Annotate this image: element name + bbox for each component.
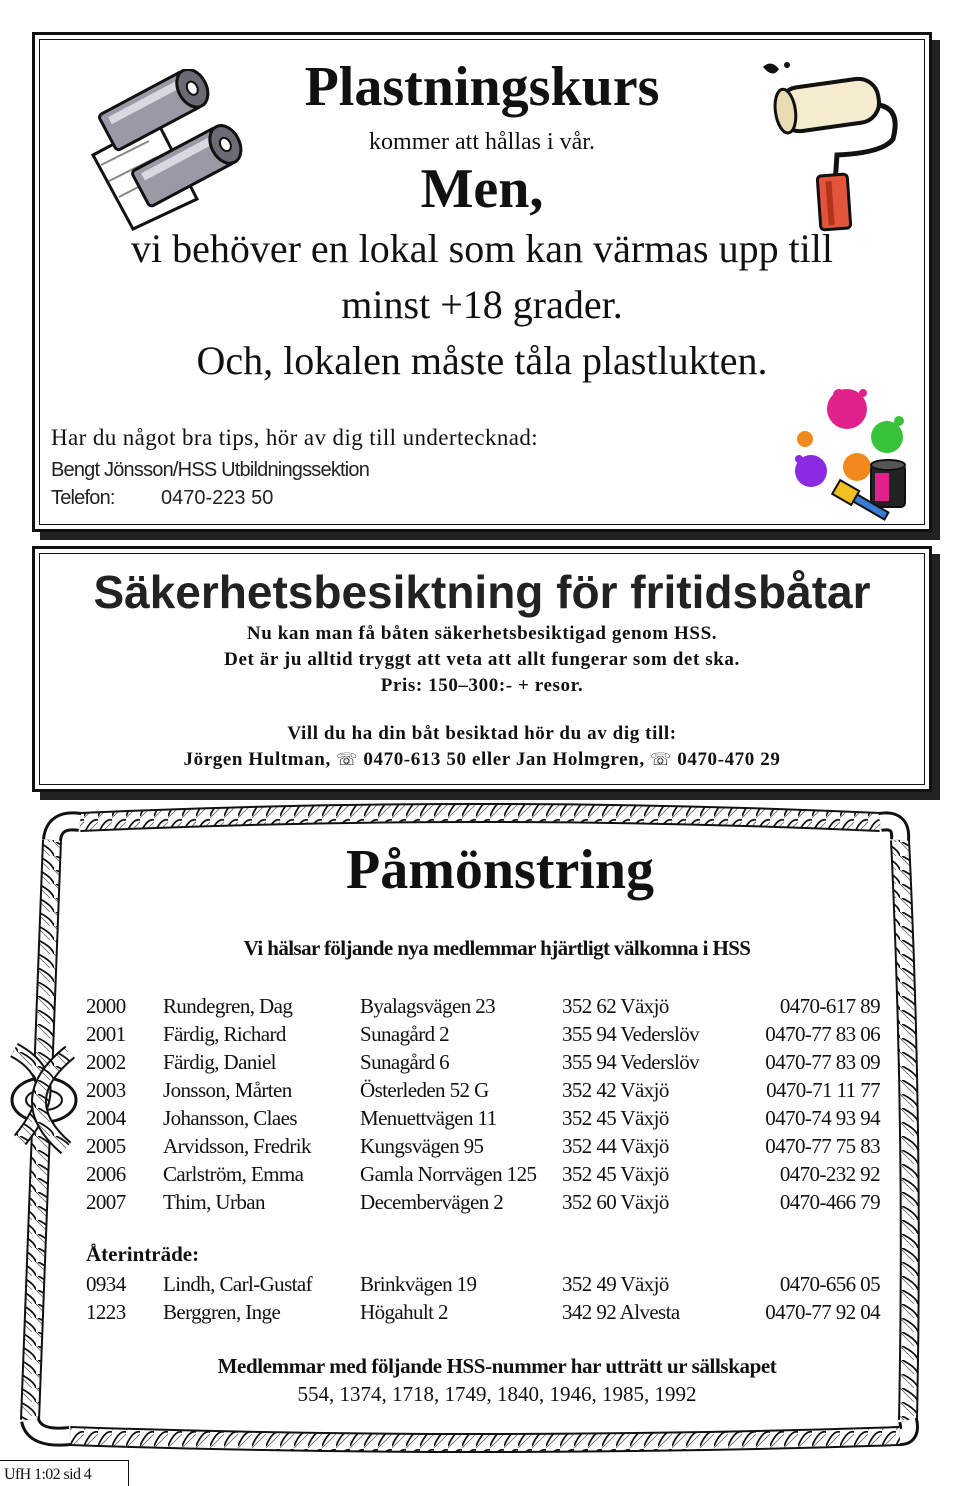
reentry-title: Återinträde: [86, 1242, 200, 1266]
member-name: Färdig, Daniel [163, 1050, 276, 1074]
member-phone: 0470-466 79 [779, 1190, 880, 1214]
member-phone: 0470-77 92 04 [765, 1300, 880, 1324]
member-city: 355 94 Vederslöv [562, 1022, 700, 1046]
inspection-box [32, 546, 932, 792]
member-address: Menuettvägen 11 [360, 1106, 497, 1130]
course-line-1: vi behöver en lokal som kan värmas upp till [130, 226, 834, 271]
member-phone: 0470-71 11 77 [766, 1078, 880, 1102]
member-name: Rundegren, Dag [163, 994, 293, 1018]
member-city: 352 44 Växjö [562, 1134, 669, 1158]
member-number: 2003 [86, 1078, 126, 1102]
member-number: 2004 [86, 1106, 126, 1130]
member-name: Thim, Urban [163, 1190, 265, 1214]
resigned-title: Medlemmar med följande HSS-nummer har utträtt ur sällskapet [217, 1354, 777, 1378]
member-row [86, 1162, 880, 1190]
page-footer: UfH 1:02 sid 4 [4, 1466, 92, 1483]
member-city: 352 60 Växjö [562, 1190, 669, 1214]
member-address: Gamla Norrvägen 125 [360, 1162, 537, 1186]
member-row [86, 1134, 880, 1162]
member-phone: 0470-656 05 [779, 1272, 880, 1296]
course-men-heading: Men, [420, 158, 544, 220]
member-city: 352 42 Växjö [562, 1078, 669, 1102]
member-address: Kungsvägen 95 [360, 1134, 484, 1158]
member-address: Byalagsvägen 23 [360, 994, 496, 1018]
course-contact: Bengt Jönsson/HSS Utbildningssektion [51, 459, 370, 481]
member-row [86, 1106, 880, 1134]
member-number: 2002 [86, 1050, 126, 1074]
member-city: 352 45 Växjö [562, 1106, 669, 1130]
contact-1-phone: 0470-613 50 [363, 749, 467, 770]
members-title: Påmönstring [346, 839, 654, 901]
member-name: Johansson, Claes [163, 1106, 297, 1130]
member-phone: 0470-617 89 [779, 994, 880, 1018]
inspection-title: Säkerhetsbesiktning för fritidsbåtar [93, 566, 871, 618]
member-row [86, 1190, 880, 1218]
member-city: 342 92 Alvesta [562, 1300, 680, 1324]
contact-2-name: Jan Holmgren, [515, 749, 645, 770]
footer-divider [128, 1460, 129, 1486]
member-row [86, 1272, 880, 1300]
member-phone: 0470-74 93 94 [765, 1106, 880, 1130]
course-subtitle: kommer att hållas i vår. [369, 129, 595, 155]
member-number: 2005 [86, 1134, 126, 1158]
member-name: Carlström, Emma [163, 1162, 304, 1186]
member-phone: 0470-77 83 09 [765, 1050, 880, 1074]
inspection-contact-intro: Vill du ha din båt besiktad hör du av dig till: [287, 723, 677, 744]
member-name: Färdig, Richard [163, 1022, 286, 1046]
member-name: Arvidsson, Fredrik [163, 1134, 311, 1158]
member-phone: 0470-77 75 83 [765, 1134, 880, 1158]
member-name: Berggren, Inge [163, 1300, 281, 1324]
member-city: 355 94 Vederslöv [562, 1050, 700, 1074]
member-row [86, 1078, 880, 1106]
member-name: Lindh, Carl-Gustaf [163, 1272, 312, 1296]
contact-separator: eller [471, 749, 511, 770]
course-phone-label: Telefon: [51, 487, 115, 509]
member-number: 0934 [86, 1272, 126, 1296]
member-name: Jonsson, Mårten [163, 1078, 292, 1102]
telephone-icon: ☏ [336, 750, 359, 770]
telephone-icon: ☏ [650, 750, 672, 770]
inspection-price: Pris: 150–300:- + resor. [380, 675, 584, 696]
member-address: Sunagård 2 [360, 1022, 450, 1046]
member-number: 1223 [86, 1300, 126, 1324]
member-number: 2007 [86, 1190, 126, 1214]
member-address: Sunagård 6 [360, 1050, 450, 1074]
member-row [86, 994, 880, 1022]
member-phone: 0470-77 83 06 [765, 1022, 880, 1046]
course-line-2: minst +18 grader. [341, 282, 623, 327]
member-number: 2001 [86, 1022, 126, 1046]
inspection-contacts [35, 749, 929, 771]
member-number: 2000 [86, 994, 126, 1018]
contact-1-name: Jörgen Hultman, [183, 749, 331, 770]
member-number: 2006 [86, 1162, 126, 1186]
contact-2-phone: 0470-470 29 [677, 749, 781, 770]
member-row [86, 1300, 880, 1328]
inspection-line-1: Nu kan man få båten säkerhetsbesiktigad genom HSS. [246, 623, 718, 644]
member-address: Österleden 52 G [360, 1078, 489, 1102]
footer-rule [0, 1460, 128, 1461]
course-title: Plastningskurs [304, 56, 660, 118]
course-notice-box [32, 32, 932, 532]
member-city: 352 45 Växjö [562, 1162, 669, 1186]
course-tips: Har du något bra tips, hör av dig till undertecknad: [51, 425, 539, 450]
paint-splash-icon [787, 379, 917, 529]
course-phone: 0470-223 50 [161, 487, 274, 509]
member-address: Brinkvägen 19 [360, 1272, 477, 1296]
member-address: Högahult 2 [360, 1300, 448, 1324]
course-line-3: Och, lokalen måste tåla plastlukten. [196, 338, 768, 383]
member-city: 352 49 Växjö [562, 1272, 669, 1296]
member-phone: 0470-232 92 [779, 1162, 880, 1186]
member-row [86, 1050, 880, 1078]
members-welcome: Vi hälsar följande nya medlemmar hjärtligt välkomna i HSS [243, 936, 751, 960]
member-address: Decembervägen 2 [360, 1190, 504, 1214]
member-city: 352 62 Växjö [562, 994, 669, 1018]
resigned-list: 554, 1374, 1718, 1749, 1840, 1946, 1985, 1992 [297, 1382, 697, 1406]
member-row [86, 1022, 880, 1050]
inspection-line-2: Det är ju alltid tryggt att veta att allt fungerar som det ska. [224, 649, 740, 670]
